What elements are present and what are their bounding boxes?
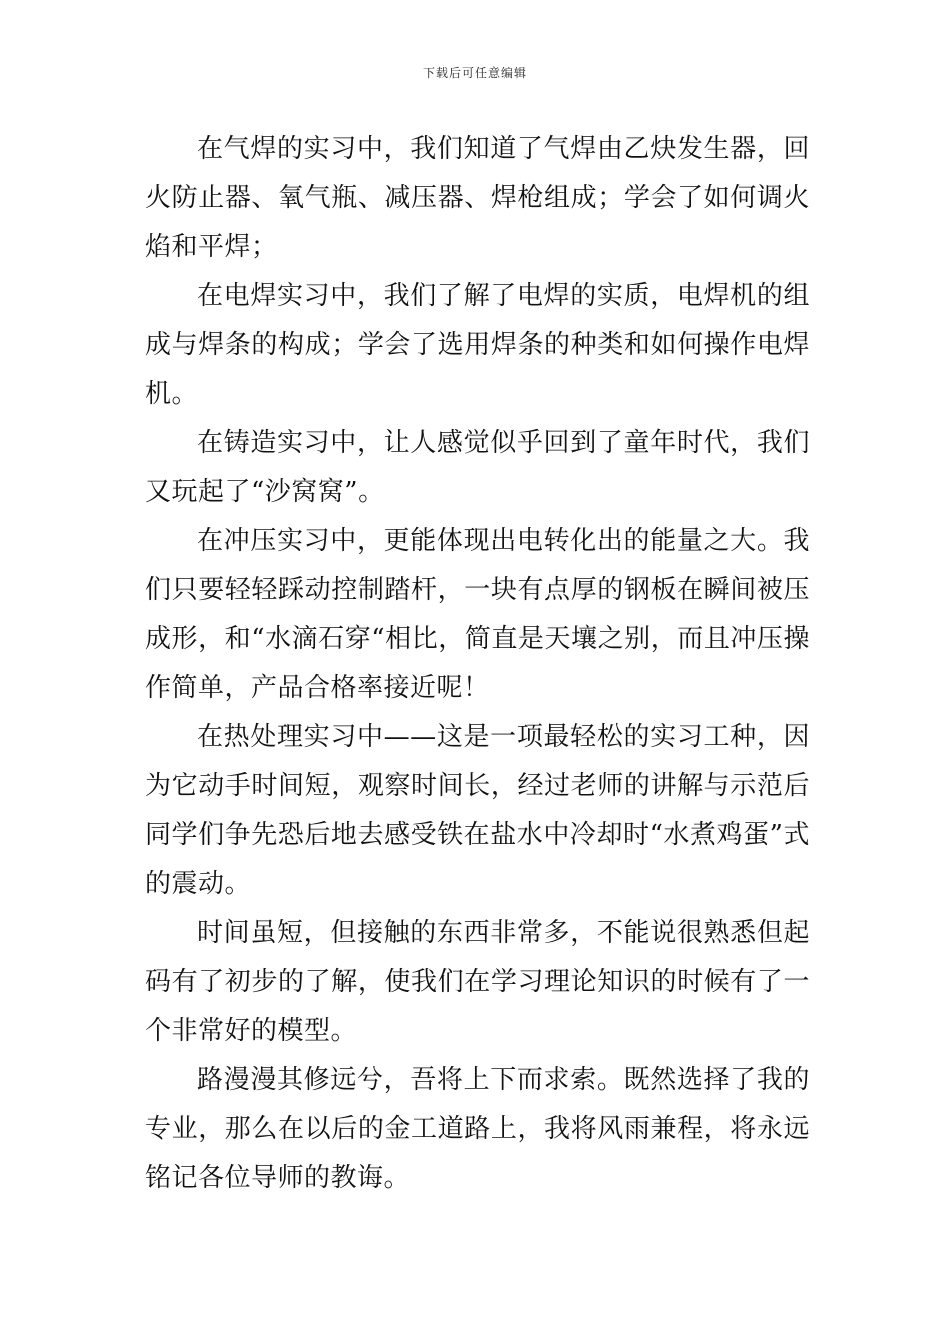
paragraph-summary: 时间虽短，但接触的东西非常多，不能说很熟悉但起码有了初步的了解，使我们在学习理论知识的时候有了一个非常好的模型。: [145, 918, 810, 1046]
paragraph-electric-welding: 在电焊实习中，我们了解了电焊的实质，电焊机的组成与焊条的构成；学会了选用焊条的种类和如何操作电焊机。: [145, 281, 810, 409]
paragraph-heat-treatment: 在热处理实习中——这是一项最轻松的实习工种，因为它动手时间短，观察时间长，经过老师的讲解与示范后同学们争先恐后地去感受铁在盐水中冷却时“水煮鸡蛋”式的震动。: [145, 722, 810, 899]
page-header: 下载后可任意编辑: [422, 66, 527, 80]
paragraph-casting: 在铸造实习中，让人感觉似乎回到了童年时代，我们又玩起了“沙窝窝”。: [145, 428, 810, 507]
document-body: [145, 125, 810, 1203]
paragraph-conclusion: 路漫漫其修远兮，吾将上下而求索。既然选择了我的专业，那么在以后的金工道路上，我将风雨兼程，将永远铭记各位导师的教诲。: [145, 1065, 810, 1193]
paragraph-stamping: 在冲压实习中，更能体现出电转化出的能量之大。我们只要轻轻踩动控制踏杆，一块有点厚的钢板在瞬间被压成形，和“水滴石穿“相比，简直是天壤之别，而且冲压操作简单，产品合格率接近呢！: [145, 526, 810, 703]
paragraph-gas-welding: 在气焊的实习中，我们知道了气焊由乙炔发生器，回火防止器、氧气瓶、减压器、焊枪组成；学会了如何调火焰和平焊；: [145, 134, 810, 262]
